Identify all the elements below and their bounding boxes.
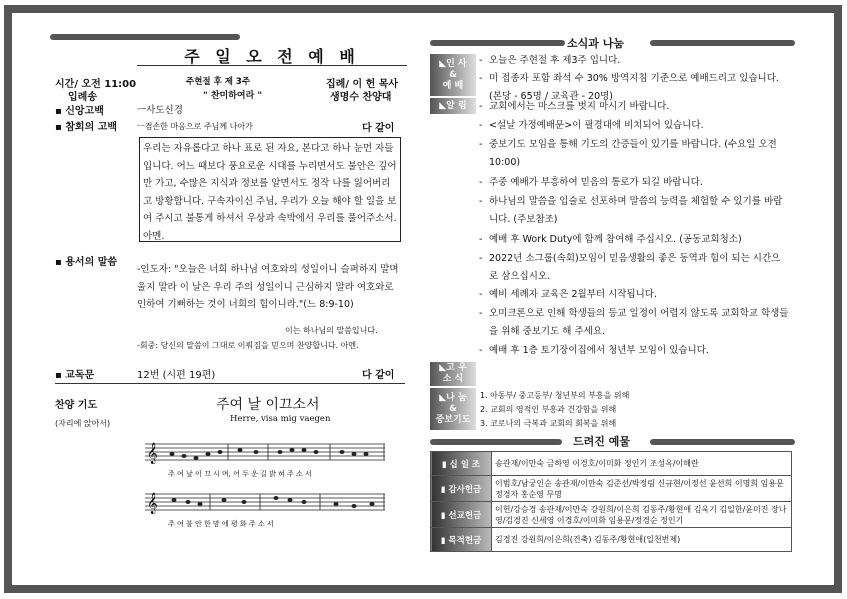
divider [55, 383, 405, 384]
list-item: - 교회에서는 마스크를 벗지 마시기 바랍니다. [479, 101, 670, 112]
list-item: - 미 접종자 포함 좌석 수 30% 방역지침 기준으로 예배드리고 있습니다. (본당 - 65명 / 교육관 - 20명) [479, 73, 779, 102]
page-title: 주 일 오 전 예 배 [137, 44, 407, 66]
confession-label: ▪ 참회의 고백 [55, 122, 118, 133]
reading-together: 다 같이 [362, 370, 395, 381]
scripture-end: 이는 하나님의 말씀입니다. [285, 326, 378, 335]
sheet-music [140, 440, 390, 530]
list-item: - 2022년 소그룹(속회)모임이 믿음생활의 좋은 동역과 힘이 되는 시간으로 삼으십시오. [479, 253, 781, 282]
opening-label: 입례송 [68, 92, 97, 103]
reading-label: ▪ 교독문 [55, 370, 95, 381]
list-item: - 예배 후 Work Duty에 함께 참여해 주십시오. (공동교회청소) [479, 234, 742, 245]
praise-label: 찬양 기도 [55, 400, 98, 411]
news-title: 소식과 나눔 [567, 37, 624, 50]
table-row [431, 476, 792, 502]
list-item: - 오늘은 주현절 후 제3주 입니다. [479, 55, 621, 66]
offering-label: ▮ 십 일 조 [431, 452, 492, 476]
lyrics-line-1: 주 여 날 이 끄 시 며, 어 두 운 길 밝 혀 주 소 서 [168, 470, 312, 478]
prayer-item: 1. 아동부/ 중고등부/ 청년부의 부흥을 위해 [480, 391, 630, 400]
offering-names: 이범호/남궁인순 송관재/이만숙 김준선/박정림 신규현/이정선 윤선희 이명희 임용문 정경자 홍순영 무명 [492, 476, 792, 502]
list-item: - 중보기도 모임을 통해 기도의 간증들이 있기를 바랍니다. (수요일 오전 10:00) [479, 139, 777, 168]
table-row [431, 452, 792, 476]
creed-value: ㅡ사도신경 [137, 105, 183, 116]
scripture-text: -인도자: "오늘은 너희 하나님 여호와의 성일이니 슬퍼하지 말며 울지 말라 이 날은 우리 주의 성일이니 근심하지 말라 여호와로 인하여 기뻐하는 것이 너희의 힘이니라."(느 8:9-10) [137, 264, 399, 310]
decorative-bar [430, 40, 565, 46]
song-title: 주여 날 이끄소서 [216, 397, 320, 413]
svg-text:𝄞: 𝄞 [147, 443, 158, 464]
decorative-bar [650, 40, 795, 46]
sharing-label: ◣나 눔 & 중보기도 [430, 388, 476, 430]
prayer-item: 3. 코로나의 극복과 교회의 회복을 위해 [480, 419, 617, 428]
offering-names: 송관재/이만숙 금하영 이경호/이미화 정인기 조성옥/이해란 [492, 452, 792, 476]
list-item: - 하나님의 말씀을 입술로 선포하며 말씀의 능력을 체험할 수 있기를 바랍니다. (주보참조) [479, 196, 783, 225]
scripture-label: ▪ 용서의 말씀 [55, 257, 118, 268]
prayer-item: 2. 교회의 영적인 부흥과 건강함을 위해 [480, 405, 617, 414]
offering-label: ▮ 감사헌금 [431, 476, 492, 502]
praise-sub: (자리에 앉아서) [55, 419, 111, 428]
choir-name: 생명수 찬양대 [330, 92, 392, 103]
list-item: - 예비 세례자 교육은 2월부터 시작됩니다. [479, 289, 657, 300]
service-time: 시간/ 오전 11:00 [55, 79, 137, 90]
offering-label: ▮ 목적헌금 [431, 528, 492, 552]
list-item: - 오미크론으로 인해 학생들의 등교 일정이 어렵지 않도록 교회학교 학생들을 위해 중보기도 해 주세요. [479, 308, 789, 337]
creed-label: ▪ 신앙고백 [55, 106, 104, 117]
table-row [431, 528, 792, 552]
offering-names: 이헌/강승경 송관재/이만숙 강원희/이은희 김동주/황현애 김욱기 김일한/윤미진 장나영/김경진 신세영 이경호/이미화 임용문/정경순 정인기 [492, 502, 792, 528]
decorative-bar [430, 439, 562, 445]
offering-title: 드려진 예물 [573, 435, 630, 448]
scripture-response: -회중: 당신의 말씀이 그대로 이뤄짐을 믿으며 찬양합니다. 아멘. [137, 341, 359, 350]
offering-names: 김경진 강원희/이은희(건축) 김동주/황현애(일천번제) [492, 528, 792, 552]
decorative-bar [650, 439, 795, 445]
opening-song: " 찬미하여라 " [203, 91, 263, 101]
list-item: - <설날 가정예배문>이 필경대에 비치되어 있습니다. [479, 120, 704, 131]
confession-intro: ㅡ겸손한 마음으로 주님께 나아가 [137, 122, 253, 131]
svg-text:𝄞: 𝄞 [147, 493, 158, 514]
song-subtitle: Herre, visa mig vaegen [230, 414, 331, 424]
confession-news-label: ◣고 우 소 식 [430, 362, 476, 386]
together-label: 다 같이 [362, 123, 395, 134]
list-item: - 예배 후 1층 토기장이집에서 청년부 모임이 있습니다. [479, 345, 709, 356]
list-item: - 주중 예배가 부흥하여 믿음의 통로가 되길 바랍니다. [479, 177, 703, 188]
liturgical-week: 주현절 후 제 3주 [186, 77, 251, 87]
decorative-bar [50, 34, 240, 40]
notice-label: ◣알 림 [430, 98, 476, 114]
reading-value: 12번 (시편 19편) [137, 370, 216, 381]
lyrics-line-2: 주 여 불 안 한 맘 에 평 화 주 소 서 [168, 520, 274, 528]
table-row [431, 502, 792, 528]
offering-label: ▮ 선교헌금 [431, 502, 492, 528]
presider: 집례/ 이 헌 목사 [326, 79, 399, 90]
greeting-label: ◣인 사 & 예 배 [430, 54, 476, 96]
offering-table [430, 451, 792, 552]
confession-prayer: 우리는 자유롭다고 하나 표로 된 자요, 본다고 하나 눈먼 자들입니다. 어느 때보다 풍요로운 시대를 누리면서도 불안은 깊어만 가고, 수많은 지식과 정보를 알면서도 정작 나를 잃어버리고 방황합니다. 구속자이신 주님, 우리가 오늘 해야 할 일을 보여 주시고 불통게 하셔서 우상과 속박에서 우리를 풀어주소서. 아멘. [139, 137, 401, 242]
